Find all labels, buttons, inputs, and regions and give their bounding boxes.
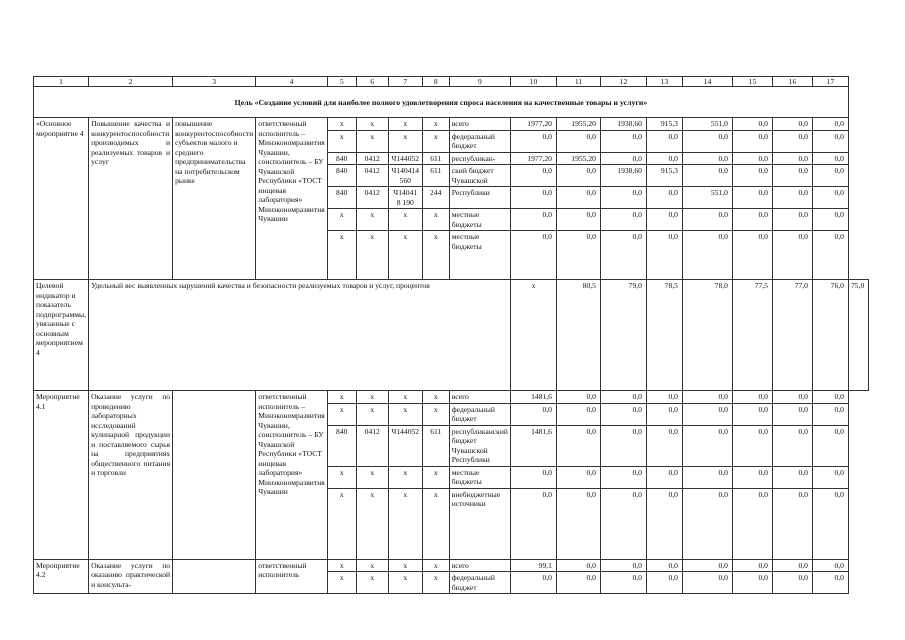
code-cell: x [388,391,422,403]
amount-cell: 0,0 [682,466,732,488]
amount-cell: 0,0 [510,488,556,559]
code-cell: 611 [422,425,449,466]
code-cell: Ч144052 [388,425,422,466]
amount-cell: 0,0 [682,209,732,231]
amount-cell: 0,0 [812,118,848,130]
amount-cell: 0,0 [772,572,812,594]
code-cell: 840 [327,165,356,187]
amount-cell: 0,0 [556,572,600,594]
amount-cell: 0,0 [682,559,732,571]
amount-cell: 0,0 [772,425,812,466]
code-cell: Ч144052 [388,152,422,164]
amount-cell: 0,0 [556,425,600,466]
code-cell: x [422,488,449,559]
code-cell: x [327,130,356,152]
amount-cell: 0,0 [772,403,812,425]
goal-row [34,87,869,118]
amount-cell: 0,0 [646,425,682,466]
amount-cell: 0,0 [682,488,732,559]
header-cell: 5 [327,77,356,87]
amount-cell: 0,0 [600,572,646,594]
amount-cell: 551,0 [682,118,732,130]
amount-cell: 0,0 [510,572,556,594]
code-cell: x [327,118,356,130]
funding-source: внебюджетные источники [449,488,510,559]
indicator-value: 80,5 [556,280,600,391]
code-cell: x [356,403,388,425]
event42-description: Оказание услуги по оказанию практической и консульта- [89,559,173,593]
indicator-mark: x [510,280,556,391]
code-cell: x [422,572,449,594]
funding-source: федеральный бюджет [449,403,510,425]
amount-cell: 0,0 [812,209,848,231]
code-cell: x [388,130,422,152]
code-cell: x [356,572,388,594]
amount-cell: 0,0 [646,466,682,488]
amount-cell: 0,0 [556,391,600,403]
code-cell: x [356,466,388,488]
amount-cell: 0,0 [682,165,732,187]
indicator-value: 79,0 [600,280,646,391]
amount-cell: 0,0 [682,572,732,594]
event4-row [34,118,869,130]
code-cell: Ч14041 8 190 [388,187,422,209]
code-cell: 0412 [356,165,388,187]
amount-cell: 1977,20 [510,118,556,130]
indicator-value: 76,0 [812,280,848,391]
amount-cell: 0,0 [682,391,732,403]
funding-source: Республики [449,187,510,209]
amount-cell: 0,0 [732,425,772,466]
code-cell: x [422,209,449,231]
code-cell: x [327,391,356,403]
amount-cell: 0,0 [600,425,646,466]
amount-cell: 0,0 [732,209,772,231]
code-cell: x [388,403,422,425]
amount-cell: 0,0 [510,231,556,280]
amount-cell: 0,0 [732,488,772,559]
header-cell: 1 [34,77,89,87]
funding-source: всего [449,559,510,571]
code-cell: x [327,209,356,231]
code-cell: x [356,559,388,571]
code-cell: x [327,466,356,488]
code-cell: 840 [327,187,356,209]
indicator-value: 78,0 [682,280,732,391]
funding-source: всего [449,391,510,403]
amount-cell: 0,0 [646,488,682,559]
header-cell: 2 [89,77,173,87]
amount-cell: 0,0 [646,231,682,280]
amount-cell: 0,0 [646,187,682,209]
amount-cell: 0,0 [772,231,812,280]
amount-cell: 0,0 [732,572,772,594]
event41-row [34,391,869,403]
amount-cell: 0,0 [600,231,646,280]
amount-cell: 0,0 [772,209,812,231]
code-cell: x [356,391,388,403]
amount-cell: 0,0 [682,152,732,164]
event42-row [34,559,869,571]
header-cell: 8 [422,77,449,87]
amount-cell: 0,0 [510,187,556,209]
amount-cell: 0,0 [600,130,646,152]
amount-cell: 0,0 [732,152,772,164]
code-cell: x [327,403,356,425]
event42-goal-link [173,559,256,593]
code-cell: x [388,231,422,280]
event41-goal-link [173,391,256,559]
amount-cell: 0,0 [646,152,682,164]
indicator-name: Целевой индикатор и показатель подпрограммы, увязанные с основным мероприятием 4 [34,280,89,391]
code-cell: x [422,403,449,425]
header-cell: 3 [173,77,256,87]
event4-description: Повышение качества и конкурентоспособности производимых и реализуемых товаров и услуг [89,118,173,280]
event42-executor: ответственный исполнитель [256,559,327,593]
code-cell: x [422,130,449,152]
amount-cell: 1938,60 [600,118,646,130]
event41-description: Оказание услуги по проведению лабораторных исследований кулинарной продукции и поставляемого сырья на предприятиях общественного питания и торговли [89,391,173,559]
indicator-value: 77,5 [732,280,772,391]
header-cell: 10 [510,77,556,87]
amount-cell: 0,0 [682,403,732,425]
amount-cell: 0,0 [772,118,812,130]
funding-source: федеральный бюджет [449,130,510,152]
amount-cell: 0,0 [556,559,600,571]
indicator-value: 78,5 [646,280,682,391]
code-cell: x [327,559,356,571]
amount-cell: 1977,20 [510,152,556,164]
amount-cell: 0,0 [812,425,848,466]
funding-source: местные бюджеты [449,231,510,280]
header-cell: 11 [556,77,600,87]
amount-cell: 0,0 [600,152,646,164]
code-cell: x [356,118,388,130]
budget-table-wrapper [33,76,869,594]
amount-cell: 0,0 [812,231,848,280]
code-cell: x [388,559,422,571]
code-cell: 611 [422,152,449,164]
code-cell: 840 [327,425,356,466]
amount-cell: 0,0 [812,488,848,559]
amount-cell: 0,0 [682,231,732,280]
code-cell: 0412 [356,425,388,466]
amount-cell: 1955,20 [556,152,600,164]
amount-cell: 1955,20 [556,118,600,130]
amount-cell: 0,0 [772,488,812,559]
code-cell: 244 [422,187,449,209]
event41-name: Мероприятие 4.1 [34,391,89,559]
amount-cell: 1481,6 [510,425,556,466]
amount-cell: 0,0 [812,403,848,425]
event4-executor: ответственный исполнитель – Минэкономразвития Чувашии, соисполнитель – БУ Чувашской Республики «ТОСТ инщевая лаборатория» Минэкономразвития Чувашии [256,118,327,280]
amount-cell: 0,0 [732,187,772,209]
indicator-value: 77,0 [772,280,812,391]
amount-cell: 0,0 [732,391,772,403]
amount-cell: 0,0 [772,165,812,187]
code-cell: x [388,488,422,559]
event4-goal-link: повышение конкурентоспособности субъектов малого и среднего предпринимательства на потребительском рынке [173,118,256,280]
amount-cell: 0,0 [600,466,646,488]
amount-cell: 0,0 [772,152,812,164]
header-cell: 12 [600,77,646,87]
amount-cell: 0,0 [556,187,600,209]
code-cell: x [388,209,422,231]
code-cell: 0412 [356,187,388,209]
code-cell: 840 [327,152,356,164]
amount-cell: 0,0 [600,403,646,425]
amount-cell: 0,0 [600,488,646,559]
header-cell: 4 [256,77,327,87]
amount-cell: 0,0 [682,130,732,152]
funding-source: республиканский бюджет Чувашской Республики [449,425,510,466]
funding-source: всего [449,118,510,130]
amount-cell: 0,0 [646,403,682,425]
code-cell: x [356,488,388,559]
amount-cell: 0,0 [812,559,848,571]
amount-cell: 1938,60 [600,165,646,187]
header-cell: 9 [449,77,510,87]
event4-name: «Основное мероприятие 4 [34,118,89,280]
amount-cell: 0,0 [510,130,556,152]
funding-source: ский бюджет Чувашской [449,165,510,187]
amount-cell: 0,0 [556,130,600,152]
code-cell: x [422,391,449,403]
amount-cell: 1481,6 [510,391,556,403]
code-cell: 0412 [356,152,388,164]
code-cell: x [388,118,422,130]
code-cell: x [356,130,388,152]
header-cell: 14 [682,77,732,87]
amount-cell: 0,0 [510,165,556,187]
amount-cell: 99,1 [510,559,556,571]
amount-cell: 0,0 [646,209,682,231]
amount-cell: 0,0 [732,403,772,425]
amount-cell: 0,0 [600,559,646,571]
amount-cell: 0,0 [682,425,732,466]
code-cell: 611 [422,165,449,187]
code-cell: x [422,118,449,130]
code-cell: x [356,209,388,231]
amount-cell: 0,0 [812,572,848,594]
amount-cell: 0,0 [812,130,848,152]
amount-cell: 0,0 [510,403,556,425]
indicator-value: 75,0 [848,280,868,391]
amount-cell: 0,0 [510,209,556,231]
amount-cell: 0,0 [732,130,772,152]
code-cell: x [327,231,356,280]
indicator-row [34,280,869,391]
amount-cell: 0,0 [556,209,600,231]
event42-name: Мероприятие 4.2 [34,559,89,593]
amount-cell: 0,0 [556,466,600,488]
amount-cell: 0,0 [556,165,600,187]
header-cell: 16 [772,77,812,87]
code-cell: x [327,488,356,559]
header-cell: 15 [732,77,772,87]
amount-cell: 551,0 [682,187,732,209]
amount-cell: 0,0 [556,231,600,280]
code-cell: x [422,466,449,488]
header-cell: 6 [356,77,388,87]
funding-source: местные бюджеты [449,466,510,488]
amount-cell: 0,0 [510,466,556,488]
header-cell: 13 [646,77,682,87]
amount-cell: 0,0 [812,466,848,488]
amount-cell: 0,0 [772,391,812,403]
amount-cell: 0,0 [732,231,772,280]
code-cell: x [388,466,422,488]
event41-executor: ответственный исполнитель – Минэкономразвития Чувашии, соисполнитель – БУ Чувашской Республики «ТОСТ инщевая лаборатория» Минэкономразвития Чувашии [256,391,327,559]
amount-cell: 0,0 [600,187,646,209]
code-cell: x [422,231,449,280]
amount-cell: 0,0 [772,559,812,571]
amount-cell: 0,0 [732,118,772,130]
goal-title: Цель «Создание условий для наиболее полного удовлетворения спроса населения на качественные товары и услуги» [34,87,849,118]
header-cell: 17 [812,77,848,87]
amount-cell: 0,0 [732,559,772,571]
header-row [34,77,869,87]
amount-cell: 0,0 [812,187,848,209]
code-cell: Ч140414 560 [388,165,422,187]
amount-cell: 0,0 [772,187,812,209]
amount-cell: 0,0 [812,165,848,187]
funding-source: местные бюджеты [449,209,510,231]
amount-cell: 0,0 [772,130,812,152]
funding-source: республикан- [449,152,510,164]
code-cell: x [388,572,422,594]
amount-cell: 0,0 [732,466,772,488]
amount-cell: 915,3 [646,165,682,187]
amount-cell: 0,0 [556,488,600,559]
amount-cell: 0,0 [600,391,646,403]
indicator-text: Удельный вес выявленных нарушений качества и безопасности реализуемых товаров и услуг, процентов [89,280,511,391]
funding-source: федеральный бюджет [449,572,510,594]
amount-cell: 0,0 [600,209,646,231]
amount-cell: 0,0 [646,391,682,403]
amount-cell: 0,0 [556,403,600,425]
amount-cell: 0,0 [646,559,682,571]
header-cell: 7 [388,77,422,87]
budget-table [33,76,869,594]
amount-cell: 0,0 [812,152,848,164]
amount-cell: 0,0 [732,165,772,187]
amount-cell: 0,0 [812,391,848,403]
amount-cell: 915,3 [646,118,682,130]
code-cell: x [327,572,356,594]
amount-cell: 0,0 [646,572,682,594]
amount-cell: 0,0 [772,466,812,488]
code-cell: x [356,231,388,280]
amount-cell: 0,0 [646,130,682,152]
code-cell: x [422,559,449,571]
